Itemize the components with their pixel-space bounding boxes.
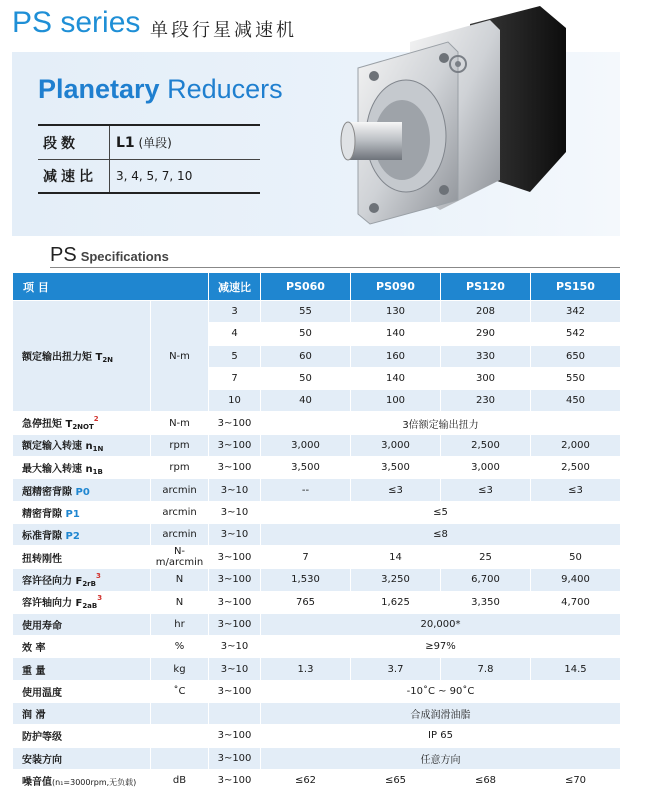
- summary-table: [38, 124, 260, 194]
- value-cell: 25: [441, 546, 531, 569]
- table-row: [13, 479, 621, 501]
- row-label: 容许径向力 $F_{2rB}^3$: [13, 569, 151, 591]
- value-cell: 1,530: [261, 569, 351, 591]
- unit-cell: dB: [151, 769, 209, 791]
- value-cell: 任意方向: [261, 747, 621, 769]
- unit-cell: arcmin: [151, 501, 209, 523]
- gearbox-product-image: [340, 2, 580, 232]
- table-row: [13, 591, 621, 613]
- summary-key: 减速比: [38, 160, 110, 192]
- summary-row-stages: [38, 126, 260, 160]
- value-cell: 60: [261, 345, 351, 367]
- value-cell: 14: [351, 546, 441, 569]
- value-cell: 2,000: [531, 434, 621, 456]
- value-cell: 342: [531, 301, 621, 323]
- table-row: [13, 412, 621, 434]
- specifications-table: [12, 272, 621, 792]
- value-cell: 100: [351, 390, 441, 412]
- value-cell: 3,000: [351, 434, 441, 456]
- value-cell: 130: [351, 301, 441, 323]
- value-cell: 合成润滑油脂: [261, 703, 621, 725]
- table-row: [13, 434, 621, 456]
- value-cell: 3,000: [261, 434, 351, 456]
- value-cell: ≤68: [441, 769, 531, 791]
- row-label: 标准背隙 P2: [13, 523, 151, 545]
- value-cell: ≤3: [441, 479, 531, 501]
- ratio-cell: 7: [209, 367, 261, 389]
- ratio-cell: 3~10: [209, 479, 261, 501]
- value-cell: 3,500: [351, 457, 441, 479]
- value-cell: 208: [441, 301, 531, 323]
- row-label: 安装方向: [13, 747, 151, 769]
- ratio-cell: [209, 703, 261, 725]
- value-cell: 140: [351, 323, 441, 345]
- ratio-cell: 5: [209, 345, 261, 367]
- value-cell: 14.5: [531, 658, 621, 680]
- row-label: 防护等级: [13, 725, 151, 747]
- row-label: 超精密背隙 P0: [13, 479, 151, 501]
- row-label: 重 量: [13, 658, 151, 680]
- col-header-ps150: PS150: [531, 273, 621, 301]
- ratio-cell: 3~10: [209, 658, 261, 680]
- value-cell: ≤65: [351, 769, 441, 791]
- row-label: 最大输入转速 $n_{1B}$: [13, 457, 151, 479]
- ratio-cell: 3~100: [209, 747, 261, 769]
- col-header-ratio: 减速比: [209, 273, 261, 301]
- row-label: 使用寿命: [13, 613, 151, 635]
- table-row: [13, 569, 621, 591]
- row-label: 容许轴向力 $F_{2aB}^3$: [13, 591, 151, 613]
- value-cell: 550: [531, 367, 621, 389]
- unit-cell: rpm: [151, 457, 209, 479]
- value-cell: 290: [441, 323, 531, 345]
- unit-cell: arcmin: [151, 523, 209, 545]
- table-row: [13, 457, 621, 479]
- value-cell: --: [261, 479, 351, 501]
- row-label: 额定输出扭力矩 $T_{2N}$: [13, 301, 151, 412]
- divider: [50, 267, 620, 268]
- ratio-cell: 3~100: [209, 569, 261, 591]
- table-row: [13, 636, 621, 658]
- specifications-heading: PS Specifications: [50, 244, 169, 266]
- value-cell: 3,500: [261, 457, 351, 479]
- ratio-cell: 3~10: [209, 501, 261, 523]
- value-cell: 4,700: [531, 591, 621, 613]
- table-row: [13, 613, 621, 635]
- value-cell: 650: [531, 345, 621, 367]
- unit-cell: N: [151, 569, 209, 591]
- row-label: 急停扭矩 $T_{2NOT}^2$: [13, 412, 151, 434]
- value-cell: 3.7: [351, 658, 441, 680]
- hero-title: Planetary Reducers: [38, 74, 283, 104]
- col-header-item: 项 目: [13, 273, 209, 301]
- value-cell: 765: [261, 591, 351, 613]
- value-cell: -10˚C ~ 90˚C: [261, 680, 621, 702]
- table-row: [13, 546, 621, 569]
- value-cell: 230: [441, 390, 531, 412]
- table-row: [13, 703, 621, 725]
- table-header-row: [13, 273, 621, 301]
- table-row: [13, 301, 621, 323]
- value-cell: 330: [441, 345, 531, 367]
- value-cell: 3,250: [351, 569, 441, 591]
- value-cell: 50: [261, 367, 351, 389]
- row-label: 精密背隙 P1: [13, 501, 151, 523]
- unit-cell: [151, 747, 209, 769]
- value-cell: ≤62: [261, 769, 351, 791]
- value-cell: 1,625: [351, 591, 441, 613]
- table-row: [13, 501, 621, 523]
- ratio-cell: 10: [209, 390, 261, 412]
- value-cell: 542: [531, 323, 621, 345]
- ratio-cell: 3~100: [209, 680, 261, 702]
- value-cell: 160: [351, 345, 441, 367]
- table-row: [13, 680, 621, 702]
- value-cell: IP 65: [261, 725, 621, 747]
- value-cell: 140: [351, 367, 441, 389]
- ratio-cell: 3~10: [209, 523, 261, 545]
- summary-value: L1 (单段): [116, 135, 172, 151]
- unit-cell: kg: [151, 658, 209, 680]
- unit-cell: ˚C: [151, 680, 209, 702]
- value-cell: 55: [261, 301, 351, 323]
- ratio-cell: 3~10: [209, 636, 261, 658]
- ratio-cell: 3~100: [209, 591, 261, 613]
- value-cell: 7.8: [441, 658, 531, 680]
- row-label: 额定输入转速 $n_{1N}$: [13, 434, 151, 456]
- row-label: 噪音值(n₁=3000rpm,无负载): [13, 769, 151, 791]
- value-cell: 20,000*: [261, 613, 621, 635]
- ratio-cell: 3~100: [209, 412, 261, 434]
- unit-cell: hr: [151, 613, 209, 635]
- unit-cell: N-m: [151, 301, 209, 412]
- value-cell: 1.3: [261, 658, 351, 680]
- row-label: 效 率: [13, 636, 151, 658]
- value-cell: ≤70: [531, 769, 621, 791]
- table-row: [13, 658, 621, 680]
- col-header-ps120: PS120: [441, 273, 531, 301]
- value-cell: 50: [531, 546, 621, 569]
- unit-cell: arcmin: [151, 479, 209, 501]
- ratio-cell: 3~100: [209, 546, 261, 569]
- table-row: [13, 747, 621, 769]
- col-header-ps090: PS090: [351, 273, 441, 301]
- table-row: [13, 725, 621, 747]
- value-cell: 9,400: [531, 569, 621, 591]
- value-cell: 40: [261, 390, 351, 412]
- series-subtitle: 单段行星减速机: [150, 20, 297, 41]
- row-label: 润 滑: [13, 703, 151, 725]
- summary-value: 3, 4, 5, 7, 10: [116, 169, 193, 183]
- value-cell: ≤8: [261, 523, 621, 545]
- ratio-cell: 3~100: [209, 769, 261, 791]
- value-cell: 7: [261, 546, 351, 569]
- value-cell: ≤5: [261, 501, 621, 523]
- ratio-cell: 4: [209, 323, 261, 345]
- value-cell: 2,500: [531, 457, 621, 479]
- value-cell: 3,000: [441, 457, 531, 479]
- row-label: 使用温度: [13, 680, 151, 702]
- ratio-cell: 3~100: [209, 725, 261, 747]
- summary-row-ratio: [38, 160, 260, 194]
- series-title: PS series: [12, 6, 141, 39]
- row-label: 扭转刚性: [13, 546, 151, 569]
- col-header-ps060: PS060: [261, 273, 351, 301]
- value-cell: 3倍额定输出扭力: [261, 412, 621, 434]
- value-cell: ≤3: [531, 479, 621, 501]
- unit-cell: [151, 703, 209, 725]
- unit-cell: N-m: [151, 412, 209, 434]
- value-cell: ≤3: [351, 479, 441, 501]
- table-row: [13, 769, 621, 791]
- value-cell: 2,500: [441, 434, 531, 456]
- unit-cell: [151, 725, 209, 747]
- summary-key: 段数: [38, 126, 110, 159]
- unit-cell: %: [151, 636, 209, 658]
- value-cell: ≥97%: [261, 636, 621, 658]
- ratio-cell: 3~100: [209, 457, 261, 479]
- unit-cell: N-m/arcmin: [151, 546, 209, 569]
- table-row: [13, 523, 621, 545]
- unit-cell: rpm: [151, 434, 209, 456]
- ratio-cell: 3: [209, 301, 261, 323]
- value-cell: 50: [261, 323, 351, 345]
- ratio-cell: 3~100: [209, 434, 261, 456]
- ratio-cell: 3~100: [209, 613, 261, 635]
- value-cell: 3,350: [441, 591, 531, 613]
- unit-cell: N: [151, 591, 209, 613]
- value-cell: 450: [531, 390, 621, 412]
- value-cell: 6,700: [441, 569, 531, 591]
- value-cell: 300: [441, 367, 531, 389]
